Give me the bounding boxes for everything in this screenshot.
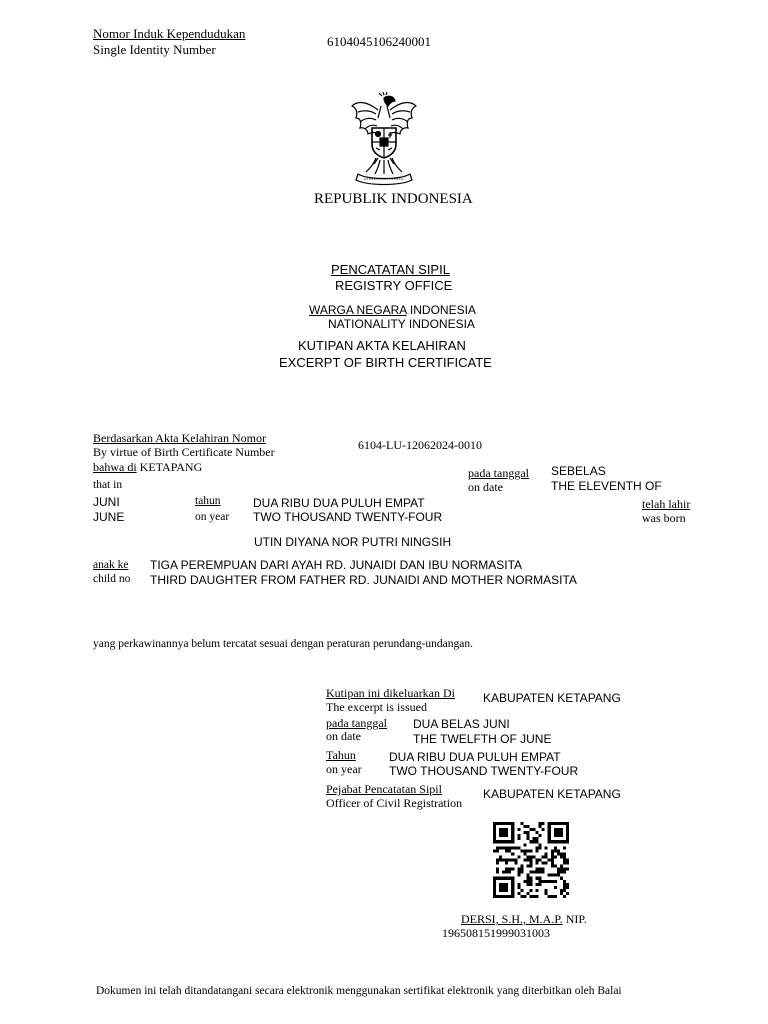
- nationality-en: NATIONALITY INDONESIA: [328, 317, 475, 331]
- day-id: SEBELAS: [551, 464, 606, 478]
- place-value: KETAPANG: [139, 460, 203, 474]
- officer-label-en: Officer of Civil Registration: [326, 796, 463, 810]
- cert-number: 6104-LU-12062024-0010: [358, 438, 482, 452]
- issue-year-en: TWO THOUSAND TWENTY-FOUR: [389, 764, 579, 778]
- year-label: tahun: [195, 495, 221, 507]
- cert-title-en: EXCERPT OF BIRTH CERTIFICATE: [279, 355, 492, 370]
- child-desc-id: TIGA PEREMPUAN DARI AYAH RD. JUNAIDI DAN IBU NORMASITA: [150, 558, 523, 572]
- year-label-en: on year: [195, 511, 230, 523]
- child-label-en: child no: [93, 573, 131, 585]
- nik-value: 6104045106240001: [327, 34, 431, 49]
- born-label-en: was born: [642, 511, 686, 525]
- issue-year-id: DUA RIBU DUA PULUH EMPAT: [389, 750, 561, 764]
- marriage-note: yang perkawinannya belum tercatat sesuai dengan peraturan perundang-undangan.: [93, 638, 473, 650]
- nip-label: NIP.: [565, 912, 587, 926]
- issued-place: KABUPATEN KETAPANG: [483, 691, 621, 705]
- month-id: JUNI: [93, 495, 120, 509]
- garuda-emblem-icon: [348, 92, 420, 188]
- officer-label: Pejabat Pencatatan Sipil: [326, 782, 442, 796]
- issue-date-label-en: on date: [326, 729, 361, 743]
- day-en: THE ELEVENTH OF: [551, 479, 662, 493]
- date-label: pada tanggal: [468, 466, 529, 480]
- office-title-id: PENCATATAN SIPIL: [331, 262, 450, 277]
- issue-year-label: Tahun: [326, 748, 356, 762]
- nationality-line: [309, 304, 476, 316]
- child-name: UTIN DIYANA NOR PUTRI NINGSIH: [254, 535, 452, 549]
- footer-note: Dokumen ini telah ditandatangani secara elektronik menggunakan sertifikat elektronik yang diterbitkan oleh Balai: [96, 985, 622, 997]
- basis-label-en: By virtue of Birth Certificate Number: [93, 445, 275, 459]
- signer-name: DERSI, S.H., M.A.P.: [461, 912, 563, 926]
- place-label: bahwa di: [93, 460, 137, 474]
- issued-label-en: The excerpt is issued: [326, 700, 427, 714]
- nik-label: Nomor Induk Kependudukan: [93, 26, 246, 41]
- signer-nip: 196508151999031003: [442, 926, 550, 940]
- place-line: [93, 461, 202, 473]
- issued-label: Kutipan ini dikeluarkan Di: [326, 686, 455, 700]
- nationality-value: INDONESIA: [409, 303, 476, 317]
- issue-date-en: THE TWELFTH OF JUNE: [413, 732, 552, 746]
- year-en: TWO THOUSAND TWENTY-FOUR: [253, 510, 443, 524]
- date-label-en: on date: [468, 480, 503, 494]
- year-id: DUA RIBU DUA PULUH EMPAT: [253, 496, 425, 510]
- born-label: telah lahir: [642, 497, 691, 511]
- office-title-en: REGISTRY OFFICE: [335, 278, 453, 293]
- republic-title: REPUBLIK INDONESIA: [314, 191, 473, 207]
- nik-label-en: Single Identity Number: [93, 42, 216, 57]
- signature-line: [461, 913, 587, 925]
- nationality-label: WARGA NEGARA: [309, 303, 407, 317]
- issue-year-label-en: on year: [326, 762, 362, 776]
- month-en: JUNE: [93, 510, 125, 524]
- place-label-en: that in: [93, 479, 123, 491]
- child-desc-en: THIRD DAUGHTER FROM FATHER RD. JUNAIDI AND MOTHER NORMASITA: [150, 573, 577, 587]
- cert-title-id: KUTIPAN AKTA KELAHIRAN: [298, 338, 466, 353]
- issue-date-label: pada tanggal: [326, 716, 387, 730]
- qr-code-icon: [490, 822, 572, 898]
- basis-label: Berdasarkan Akta Kelahiran Nomor: [93, 431, 266, 445]
- child-label: anak ke: [93, 559, 129, 571]
- officer-place: KABUPATEN KETAPANG: [483, 787, 621, 801]
- issue-date-id: DUA BELAS JUNI: [413, 717, 510, 731]
